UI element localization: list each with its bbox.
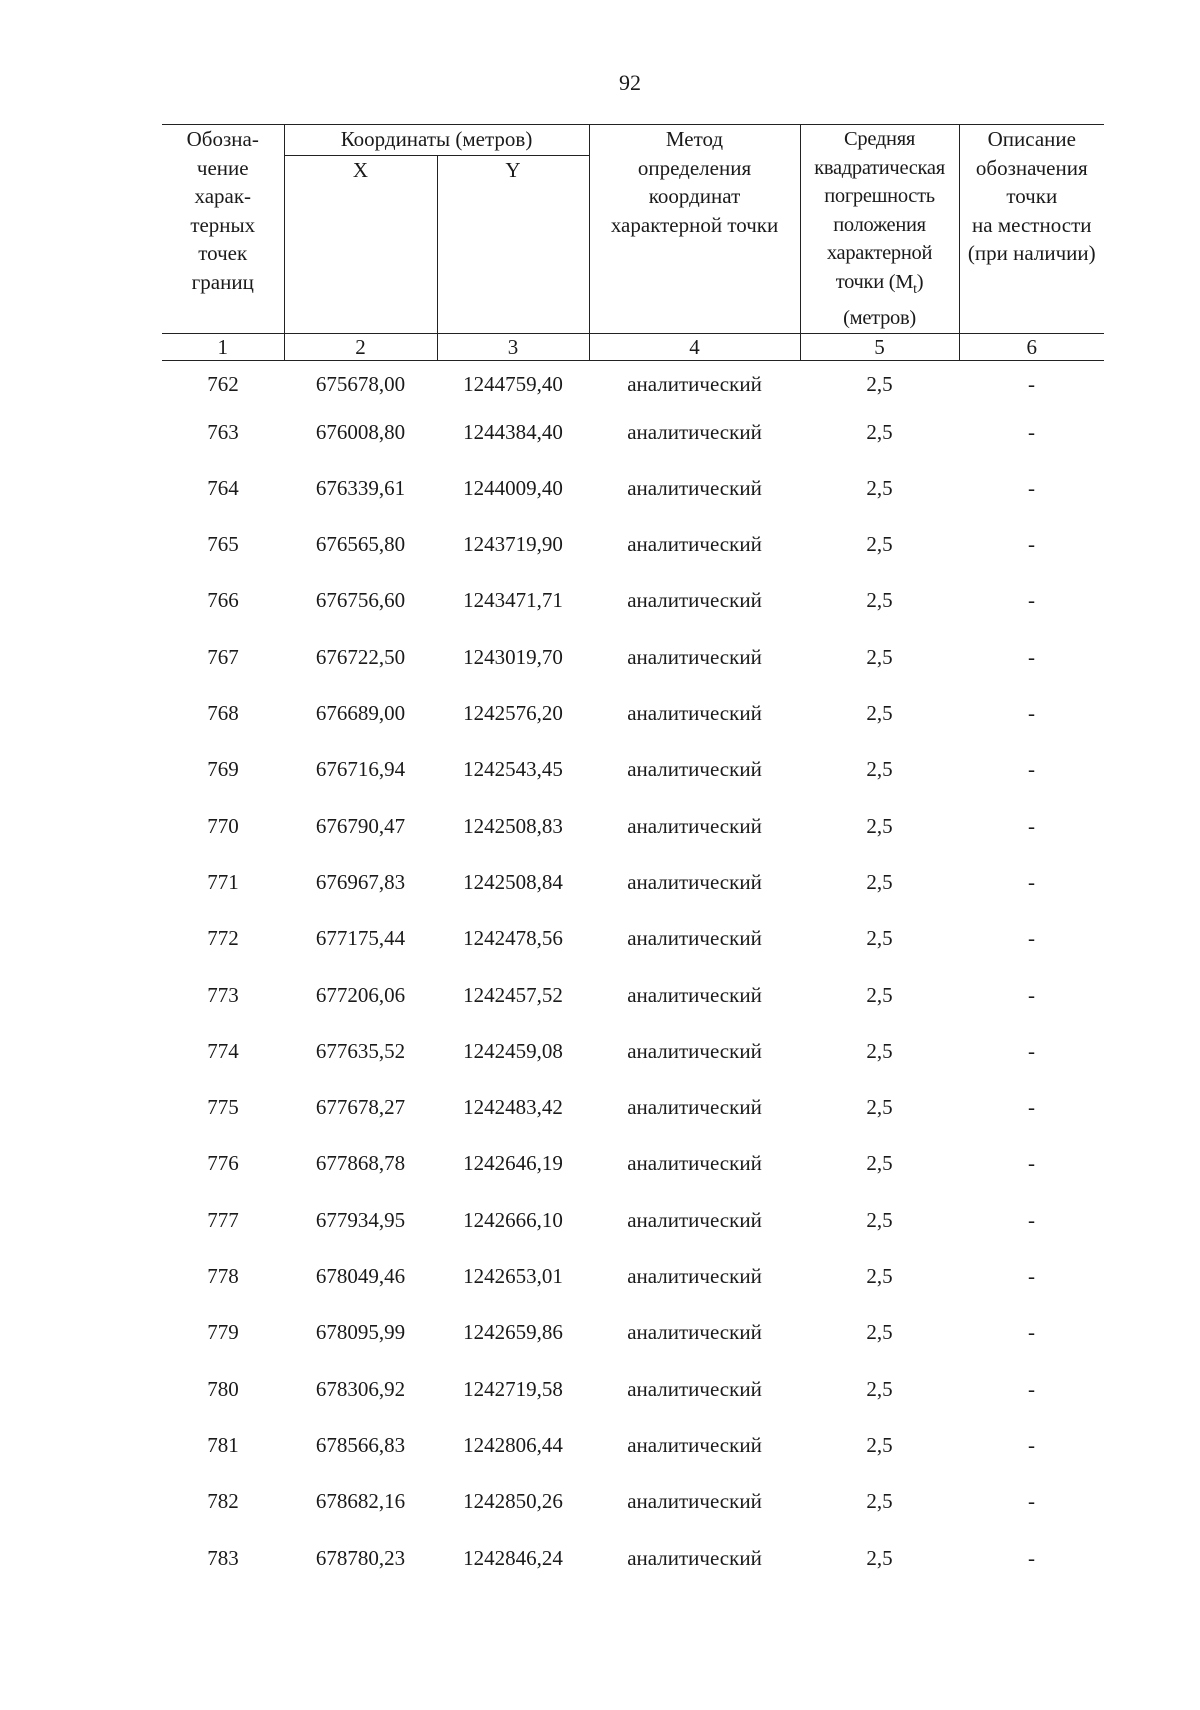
cell-method: аналитический [627,1489,762,1514]
cell-point-id: 773 [207,982,239,1007]
table-row [162,1543,1104,1599]
column-number: 3 [437,333,589,360]
cell-point-id: 763 [207,419,239,444]
cell-point-id: 772 [207,926,239,951]
cell-coord-y: 1244009,40 [463,475,563,500]
cell-coord-x: 676565,80 [315,532,406,557]
cell-method: аналитический [627,1432,762,1457]
table-row [162,811,1104,867]
cell-coord-x: 678780,23 [315,1545,406,1570]
cell-description: - [1028,1432,1036,1457]
table-row [162,529,1104,585]
cell-error: 2,5 [866,1151,893,1176]
header-coordinates-group: Координаты (метров) [284,125,589,156]
table-row [162,1205,1104,1261]
cell-method: аналитический [627,1545,762,1570]
cell-point-id: 762 [207,371,239,396]
cell-error: 2,5 [866,419,893,444]
cell-coord-y: 1242508,84 [463,869,563,894]
header-mean-square-error-unit: ) (метров) [843,270,924,330]
cell-coord-y: 1243719,90 [463,532,563,557]
cell-point-id: 778 [207,1264,239,1289]
cell-coord-y: 1243471,71 [463,588,563,613]
cell-point-id: 769 [207,757,239,782]
cell-coord-x: 677678,27 [315,1095,406,1120]
cell-description: - [1028,419,1036,444]
header-mean-square-error [800,125,959,334]
cell-description: - [1028,1376,1036,1401]
cell-error: 2,5 [866,1320,893,1345]
cell-error: 2,5 [866,371,893,396]
cell-point-id: 771 [207,869,239,894]
cell-method: аналитический [627,532,762,557]
cell-description: - [1028,532,1036,557]
cell-description: - [1028,869,1036,894]
table-row [162,1261,1104,1317]
cell-coord-x: 676790,47 [315,813,406,838]
cell-description: - [1028,1038,1036,1063]
cell-description: - [1028,1489,1036,1514]
table-row [162,585,1104,641]
table-row [162,642,1104,698]
cell-method: аналитический [627,982,762,1007]
cell-error: 2,5 [866,869,893,894]
table-row [162,1148,1104,1204]
cell-coord-x: 675678,00 [315,371,406,396]
cell-coord-y: 1243019,70 [463,644,563,669]
header-y: Y [437,155,589,333]
cell-coord-x: 677206,06 [315,982,406,1007]
cell-description: - [1028,1095,1036,1120]
table-body [162,360,1104,1599]
cell-error: 2,5 [866,1545,893,1570]
cell-coord-x: 678095,99 [315,1320,406,1345]
table-row [162,1374,1104,1430]
cell-description: - [1028,1320,1036,1345]
cell-coord-y: 1242459,08 [463,1038,563,1063]
table-row [162,754,1104,810]
column-number-row [162,333,1104,360]
cell-description: - [1028,813,1036,838]
cell-coord-y: 1242478,56 [463,926,563,951]
cell-method: аналитический [627,1038,762,1063]
cell-method: аналитический [627,475,762,500]
cell-coord-x: 676689,00 [315,701,406,726]
cell-point-id: 775 [207,1095,239,1120]
cell-coord-y: 1242659,86 [463,1320,563,1345]
cell-coord-y: 1242576,20 [463,701,563,726]
table-row [162,1317,1104,1373]
cell-point-id: 767 [207,644,239,669]
cell-coord-y: 1242666,10 [463,1207,563,1232]
cell-description: - [1028,926,1036,951]
cell-description: - [1028,1545,1036,1570]
cell-point-id: 783 [207,1545,239,1570]
cell-point-id: 764 [207,475,239,500]
cell-method: аналитический [627,1320,762,1345]
cell-coord-y: 1242457,52 [463,982,563,1007]
header-method: Метод определения координат характерной точки [589,125,800,334]
cell-description: - [1028,1264,1036,1289]
cell-error: 2,5 [866,1264,893,1289]
table-row [162,867,1104,923]
cell-description: - [1028,475,1036,500]
header-x: X [284,155,437,333]
cell-point-id: 774 [207,1038,239,1063]
cell-coord-y: 1242543,45 [463,757,563,782]
cell-coord-x: 677934,95 [315,1207,406,1232]
cell-method: аналитический [627,419,762,444]
cell-description: - [1028,982,1036,1007]
table-row [162,1092,1104,1148]
cell-method: аналитический [627,1207,762,1232]
column-number: 1 [162,333,284,360]
table-row [162,923,1104,979]
cell-point-id: 768 [207,701,239,726]
cell-point-id: 770 [207,813,239,838]
cell-error: 2,5 [866,757,893,782]
table-row [162,473,1104,529]
cell-method: аналитический [627,813,762,838]
cell-coord-y: 1242646,19 [463,1151,563,1176]
table-row [162,417,1104,473]
cell-method: аналитический [627,644,762,669]
cell-error: 2,5 [866,1038,893,1063]
cell-coord-x: 678049,46 [315,1264,406,1289]
cell-coord-x: 678566,83 [315,1432,406,1457]
cell-point-id: 780 [207,1376,239,1401]
cell-error: 2,5 [866,1376,893,1401]
cell-description: - [1028,1207,1036,1232]
cell-error: 2,5 [866,813,893,838]
cell-error: 2,5 [866,532,893,557]
cell-coord-x: 677175,44 [315,926,406,951]
table-row [162,1486,1104,1542]
cell-coord-x: 676967,83 [315,869,406,894]
table-row [162,360,1104,417]
cell-error: 2,5 [866,1207,893,1232]
cell-description: - [1028,701,1036,726]
cell-coord-y: 1244759,40 [463,371,563,396]
table-header [162,125,1104,361]
header-point-designation: Обозна- чение харак- терных точек границ [162,125,284,334]
column-number: 5 [800,333,959,360]
cell-description: - [1028,757,1036,782]
page-number: 92 [619,70,641,95]
cell-error: 2,5 [866,1432,893,1457]
cell-coord-x: 676339,61 [315,475,406,500]
column-number: 6 [959,333,1104,360]
header-description: Описание обозначения точки на местности (при наличии) [959,125,1104,334]
cell-coord-y: 1242846,24 [463,1545,563,1570]
cell-method: аналитический [627,1151,762,1176]
cell-point-id: 781 [207,1432,239,1457]
cell-coord-y: 1242806,44 [463,1432,563,1457]
cell-coord-x: 676716,94 [315,757,406,782]
cell-point-id: 779 [207,1320,239,1345]
cell-coord-y: 1244384,40 [463,419,563,444]
cell-method: аналитический [627,588,762,613]
cell-description: - [1028,371,1036,396]
cell-description: - [1028,588,1036,613]
cell-coord-x: 677635,52 [315,1038,406,1063]
table-row [162,698,1104,754]
cell-point-id: 765 [207,532,239,557]
header-mean-square-error-text: Средняя квадратическая погрешность положения характерной точки (M [814,128,945,293]
cell-method: аналитический [627,926,762,951]
cell-coord-y: 1242508,83 [463,813,563,838]
cell-error: 2,5 [866,1095,893,1120]
cell-method: аналитический [627,757,762,782]
cell-coord-x: 677868,78 [315,1151,406,1176]
cell-coord-y: 1242653,01 [463,1264,563,1289]
cell-error: 2,5 [866,475,893,500]
cell-coord-x: 678306,92 [315,1376,406,1401]
column-number: 4 [589,333,800,360]
cell-error: 2,5 [866,588,893,613]
cell-error: 2,5 [866,701,893,726]
cell-error: 2,5 [866,926,893,951]
cell-error: 2,5 [866,1489,893,1514]
cell-coord-y: 1242850,26 [463,1489,563,1514]
header-mean-square-error-subscript: t [913,281,917,297]
cell-coord-y: 1242719,58 [463,1376,563,1401]
cell-coord-x: 676756,60 [315,588,406,613]
table-row [162,1036,1104,1092]
coordinates-table [162,124,1104,1599]
cell-coord-x: 676008,80 [315,419,406,444]
cell-point-id: 782 [207,1489,239,1514]
cell-method: аналитический [627,1095,762,1120]
cell-description: - [1028,644,1036,669]
cell-method: аналитический [627,371,762,396]
column-number: 2 [284,333,437,360]
cell-point-id: 766 [207,588,239,613]
cell-coord-x: 676722,50 [315,644,406,669]
cell-coord-y: 1242483,42 [463,1095,563,1120]
cell-method: аналитический [627,1376,762,1401]
cell-coord-x: 678682,16 [315,1489,406,1514]
cell-point-id: 777 [207,1207,239,1232]
cell-error: 2,5 [866,982,893,1007]
cell-method: аналитический [627,869,762,894]
table-row [162,980,1104,1036]
cell-method: аналитический [627,701,762,726]
cell-point-id: 776 [207,1151,239,1176]
cell-method: аналитический [627,1264,762,1289]
table-row [162,1430,1104,1486]
cell-error: 2,5 [866,644,893,669]
cell-description: - [1028,1151,1036,1176]
